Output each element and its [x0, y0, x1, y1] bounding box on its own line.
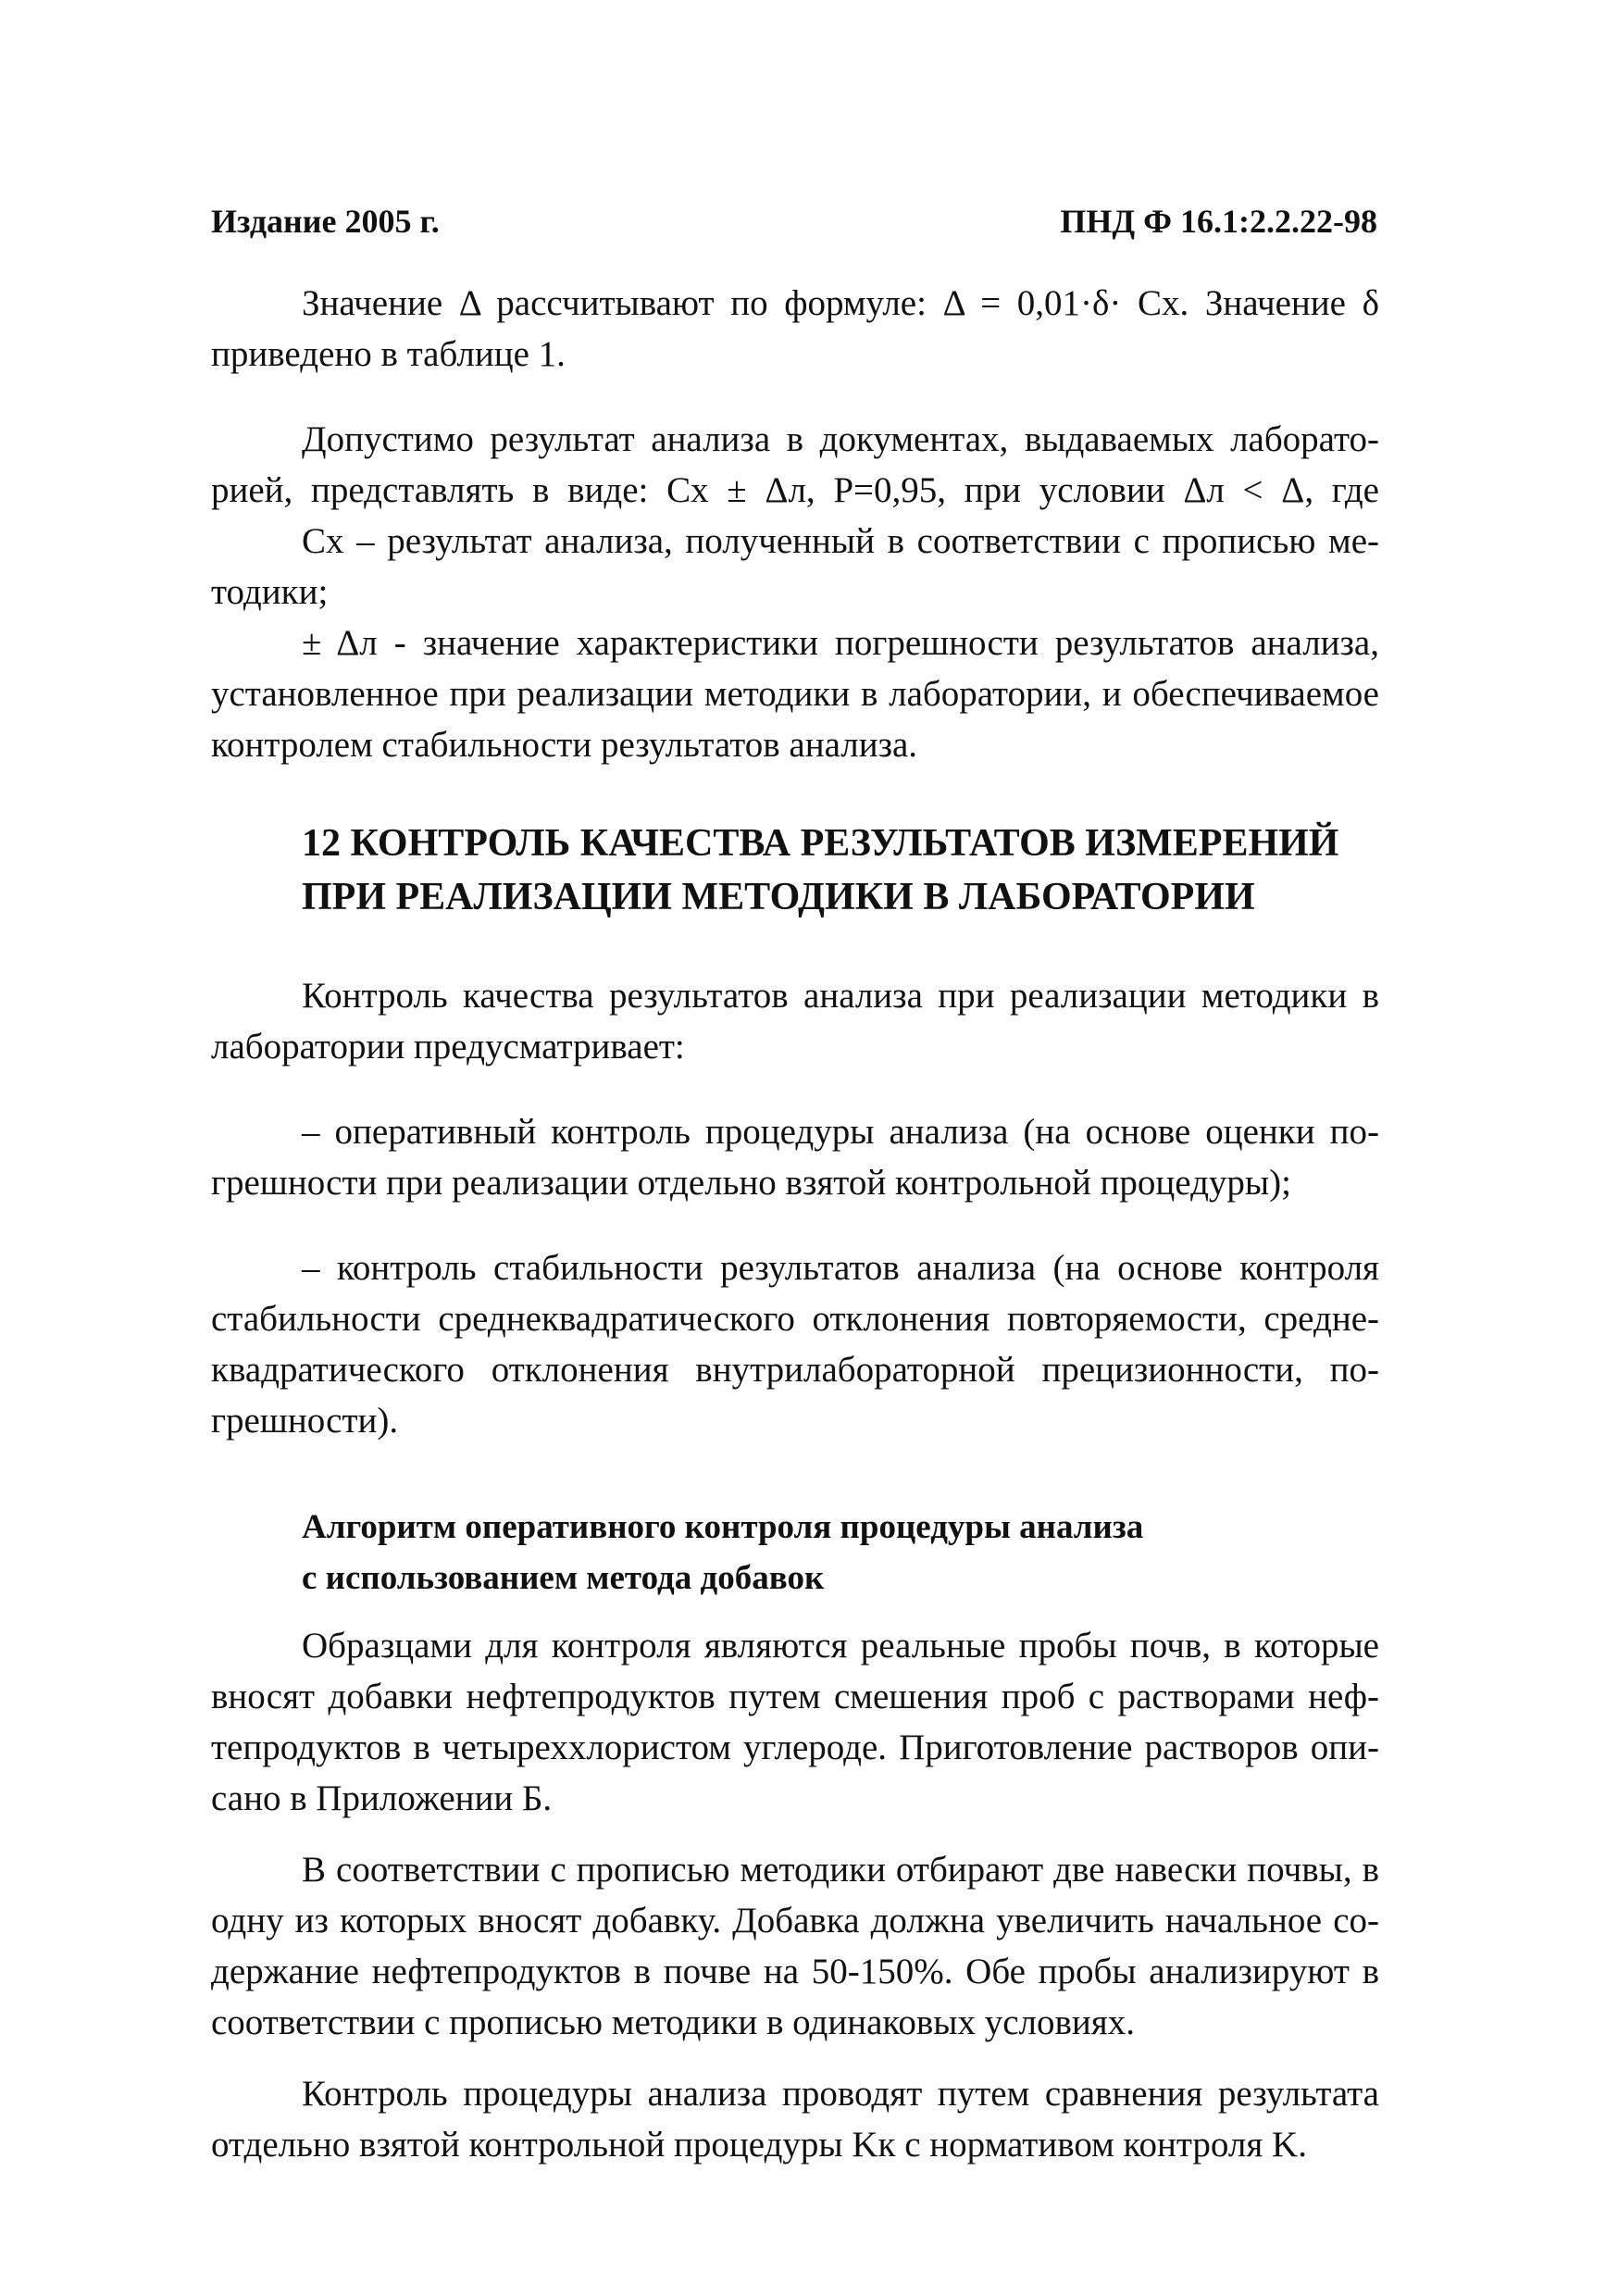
paragraph-delta-formula: [211, 278, 1379, 380]
paragraph-result-format: [211, 414, 1379, 516]
paragraph-quality-control-intro: [211, 970, 1379, 1072]
text-line: приведено в таблице 1.: [211, 334, 566, 374]
heading-line: ПРИ РЕАЛИЗАЦИИ МЕТОДИКИ В ЛАБОРАТОРИИ: [302, 876, 1255, 918]
text-line: Контроль качества результатов анализа при реализации методики в: [302, 976, 1379, 1016]
text-line: квадратического отклонения внутрилабораторной прецизионности, по-: [211, 1350, 1379, 1390]
text-line: грешности при реализации отдельно взятой контрольной процедуры);: [211, 1163, 1291, 1203]
text-line: – оперативный контроль процедуры анализа (на основе оценки по-: [302, 1112, 1379, 1152]
text-line: Допустимо результат анализа в документах, выдаваемых лаборато-: [302, 419, 1379, 459]
edition-label: Издание 2005 г.: [211, 203, 440, 240]
text-line: Образцами для контроля являются реальные пробы почв, в которые: [302, 1626, 1379, 1666]
text-line: грешности).: [211, 1401, 399, 1441]
text-line: – контроль стабильности результатов анализа (на основе контроля: [302, 1248, 1379, 1288]
paragraph-procedure-comparison: [211, 2068, 1379, 2170]
text-line: установленное при реализации методики в лаборатории, и обеспечиваемое: [211, 674, 1379, 714]
paragraph-delta-l-definition: [211, 618, 1379, 770]
document-code: ПНД Ф 16.1:2.2.22-98: [1060, 203, 1377, 240]
text-line: сано в Приложении Б.: [211, 1778, 553, 1818]
text-line: тепродуктов в четыреххлористом углероде. Приготовление растворов опи-: [211, 1728, 1379, 1767]
text-line: держание нефтепродуктов в почве на 50-150%. Обе пробы анализируют в: [211, 1952, 1379, 1991]
text-line: стабильности среднеквадратического отклонения повторяемости, средне-: [211, 1299, 1379, 1339]
paragraph-sample-procedure: [211, 1844, 1379, 2048]
text-line: контролем стабильности результатов анализа.: [211, 725, 918, 765]
heading-line: с использованием метода добавок: [302, 1559, 825, 1597]
text-line: лаборатории предусматривает:: [211, 1027, 685, 1067]
paragraph-control-samples: [211, 1620, 1379, 1824]
list-item-operational-control: [211, 1106, 1379, 1208]
text-line: соответствии с прописью методики в одинаковых условиях.: [211, 2003, 1135, 2042]
page-header: [211, 202, 1377, 241]
page-body: [211, 278, 1379, 2170]
text-line: отдельно взятой контрольной процедуры Kк с нормативом контроля K.: [211, 2125, 1307, 2165]
paragraph-cx-definition: [211, 516, 1379, 618]
text-line: Контроль процедуры анализа проводят путем сравнения результата: [302, 2074, 1379, 2114]
text-line: Значение Δ рассчитывают по формуле: Δ = 0,01·δ· Cх. Значение δ: [302, 283, 1379, 323]
subsection-heading: [211, 1502, 1379, 1603]
text-line: тодики;: [211, 572, 329, 612]
text-line: Cх – результат анализа, полученный в соответствии с прописью ме-: [302, 521, 1379, 561]
text-line: В соответствии с прописью методики отбирают две навески почвы, в: [302, 1850, 1379, 1890]
heading-line: Алгоритм оперативного контроля процедуры анализа: [302, 1508, 1144, 1546]
section-12-heading: [211, 817, 1379, 924]
text-line: ± Δл - значение характеристики погрешности результатов анализа,: [302, 623, 1379, 663]
text-line: одну из которых вносят добавку. Добавка должна увеличить начальное со-: [211, 1901, 1379, 1940]
text-line: рией, представлять в виде: Cх ± Δл, P=0,95, при условии Δл < Δ, где: [211, 470, 1379, 510]
heading-line: 12 КОНТРОЛЬ КАЧЕСТВА РЕЗУЛЬТАТОВ ИЗМЕРЕНИЙ: [302, 822, 1339, 865]
text-line: вносят добавки нефтепродуктов путем смешения проб с растворами неф-: [211, 1677, 1379, 1716]
list-item-stability-control: [211, 1242, 1379, 1446]
